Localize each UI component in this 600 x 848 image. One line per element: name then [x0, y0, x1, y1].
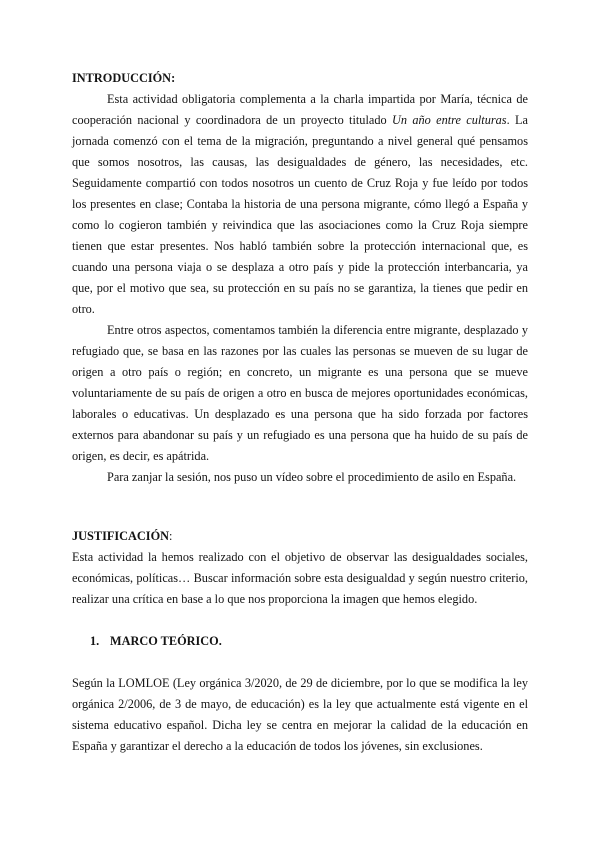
framework-paragraph: Según la LOMLOE (Ley orgánica 3/2020, de 29 de diciembre, por lo que se modifica la ley orgánica 2/2006, de 3 de mayo, de educación) es la ley que actualmente está vigente en el sistema educativo español. Dicha ley se centra en mejorar la calidad de la educación en España y garantizar el derecho a la educación de todos los jóvenes, sin exclusiones. [72, 676, 528, 753]
intro-paragraph-2: Entre otros aspectos, comentamos también la diferencia entre migrante, desplazado y refugiado que, se basa en las razones por las cuales las personas se mueven de su lugar de origen a otro país o región; en concreto, un migrante es una persona que se mueve voluntariamente de su país de origen a otro en busca de mejores oportunidades económicas, laborales o educativas. Un desplazado es una persona que ha sido forzada por factores externos para abandonar su país y un refugiado es una persona que ha huido de su país de origen, es decir, es apátrida. [72, 323, 528, 463]
framework-number: 1. [90, 634, 100, 648]
justification-heading [72, 526, 528, 547]
framework-heading-text: MARCO TEÓRICO. [110, 634, 222, 648]
justification-heading-text: JUSTIFICACIÓN [72, 529, 170, 543]
intro-paragraph-3: Para zanjar la sesión, nos puso un vídeo sobre el procedimiento de asilo en España. [107, 470, 517, 484]
project-title: Un año entre culturas [391, 113, 507, 127]
intro-paragraph-1 [72, 89, 528, 320]
framework-heading [72, 631, 528, 652]
intro-p1-text-end: . La jornada comenzó con el tema de la migración, preguntando a nivel general qué pensamos que somos nosotros, las causas, las desigualdades de género, las necesidades, etc. Seguidamente compartió con todos nosotros un cuento de Cruz Roja y fue leído por todos los presentes en clase; Contaba la historia de una persona migrante, cómo llegó a España y como lo cogieron también y reivindica que las asociaciones como la Cruz Roja siempre tienen que estar presentes. Nos habló también sobre la protección internacional que, es cuando una persona viaja o se desplaza a otro país y pide la protección interbancaria, ya que, por el motivo que sea, su protección en su país no se garantiza, la tienes que pedir en otro. [72, 113, 528, 316]
intro-heading: INTRODUCCIÓN: [72, 71, 176, 85]
justification-paragraph: Esta actividad la hemos realizado con el objetivo de observar las desigualdades sociales, económicas, políticas… Buscar información sobre esta desigualdad y según nuestro criterio, realizar una crítica en base a lo que nos proporciona la imagen que hemos elegido. [72, 550, 528, 606]
intro-p1-text-start: Esta actividad obligatoria complementa a la charla impartida por María, técnica de cooperación nacional y coordinadora de un proyecto titulado [72, 92, 528, 127]
justification-heading-colon: : [169, 529, 173, 543]
document-page [72, 68, 528, 757]
